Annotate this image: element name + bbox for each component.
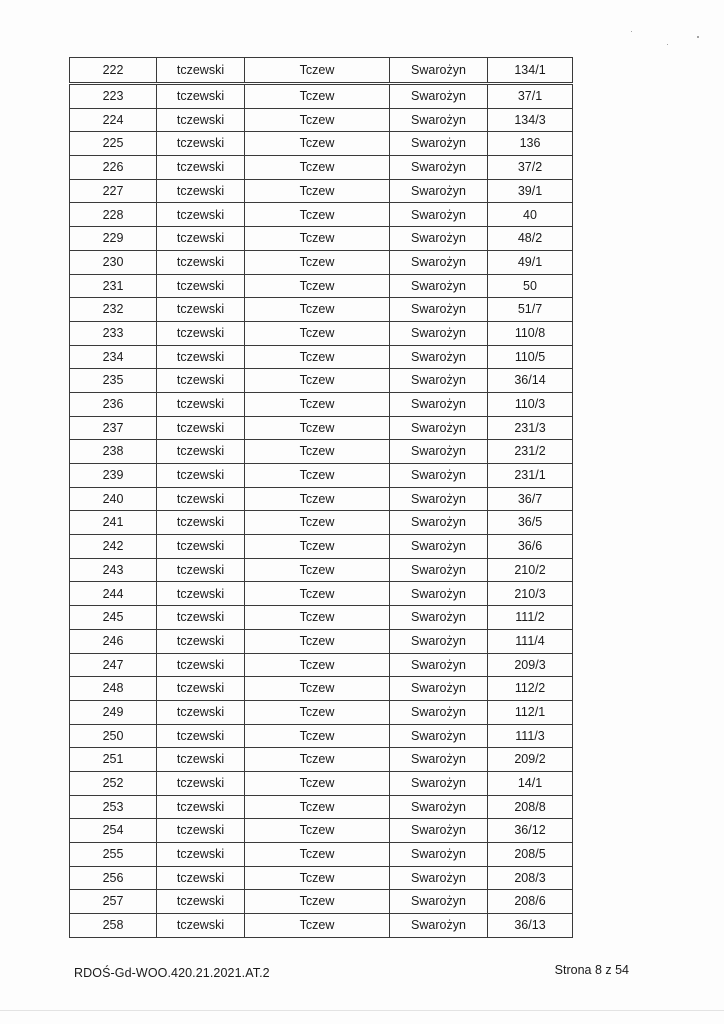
row-number-cell: 248 (70, 677, 157, 701)
parcel-number-cell: 208/3 (488, 866, 573, 890)
municipality-cell: Tczew (245, 440, 390, 464)
parcel-number-cell: 231/1 (488, 464, 573, 488)
precinct-cell: Swarożyn (390, 250, 488, 274)
table-row (70, 227, 573, 251)
row-number-cell: 235 (70, 369, 157, 393)
municipality-cell: Tczew (245, 558, 390, 582)
municipality-cell: Tczew (245, 345, 390, 369)
parcel-number-cell: 49/1 (488, 250, 573, 274)
county-cell: tczewski (157, 771, 245, 795)
precinct-cell: Swarożyn (390, 677, 488, 701)
table-row (70, 108, 573, 132)
scan-speck (697, 36, 699, 38)
table-row (70, 250, 573, 274)
parcel-number-cell: 210/2 (488, 558, 573, 582)
county-cell: tczewski (157, 606, 245, 630)
parcel-number-cell: 111/4 (488, 629, 573, 653)
parcel-number-cell: 231/3 (488, 416, 573, 440)
row-number-cell: 229 (70, 227, 157, 251)
precinct-cell: Swarożyn (390, 843, 488, 867)
parcel-number-cell: 134/1 (488, 58, 573, 84)
precinct-cell: Swarożyn (390, 890, 488, 914)
table-row (70, 392, 573, 416)
parcel-number-cell: 50 (488, 274, 573, 298)
table-row (70, 795, 573, 819)
municipality-cell: Tczew (245, 274, 390, 298)
table-row (70, 203, 573, 227)
municipality-cell: Tczew (245, 653, 390, 677)
parcel-number-cell: 36/5 (488, 511, 573, 535)
row-number-cell: 241 (70, 511, 157, 535)
table-row (70, 724, 573, 748)
parcel-number-cell: 209/3 (488, 653, 573, 677)
parcel-number-cell: 210/3 (488, 582, 573, 606)
parcel-number-cell: 112/1 (488, 700, 573, 724)
precinct-cell: Swarożyn (390, 771, 488, 795)
row-number-cell: 254 (70, 819, 157, 843)
table-row (70, 890, 573, 914)
precinct-cell: Swarożyn (390, 819, 488, 843)
table-row (70, 369, 573, 393)
page-number: Strona 8 z 54 (554, 963, 629, 977)
county-cell: tczewski (157, 156, 245, 180)
table-row (70, 132, 573, 156)
county-cell: tczewski (157, 629, 245, 653)
municipality-cell: Tczew (245, 511, 390, 535)
table-row (70, 464, 573, 488)
row-number-cell: 232 (70, 298, 157, 322)
table-row (70, 298, 573, 322)
municipality-cell: Tczew (245, 203, 390, 227)
precinct-cell: Swarożyn (390, 392, 488, 416)
county-cell: tczewski (157, 653, 245, 677)
parcel-number-cell: 36/12 (488, 819, 573, 843)
municipality-cell: Tczew (245, 369, 390, 393)
county-cell: tczewski (157, 795, 245, 819)
municipality-cell: Tczew (245, 487, 390, 511)
municipality-cell: Tczew (245, 748, 390, 772)
parcel-number-cell: 208/8 (488, 795, 573, 819)
county-cell: tczewski (157, 914, 245, 938)
precinct-cell: Swarożyn (390, 179, 488, 203)
parcel-number-cell: 111/2 (488, 606, 573, 630)
county-cell: tczewski (157, 227, 245, 251)
county-cell: tczewski (157, 274, 245, 298)
precinct-cell: Swarożyn (390, 487, 488, 511)
row-number-cell: 237 (70, 416, 157, 440)
county-cell: tczewski (157, 392, 245, 416)
municipality-cell: Tczew (245, 819, 390, 843)
precinct-cell: Swarożyn (390, 606, 488, 630)
row-number-cell: 240 (70, 487, 157, 511)
parcel-number-cell: 37/2 (488, 156, 573, 180)
municipality-cell: Tczew (245, 700, 390, 724)
county-cell: tczewski (157, 487, 245, 511)
parcel-table (69, 57, 573, 938)
scan-edge-line (0, 1010, 724, 1011)
row-number-cell: 257 (70, 890, 157, 914)
municipality-cell: Tczew (245, 866, 390, 890)
row-number-cell: 255 (70, 843, 157, 867)
municipality-cell: Tczew (245, 250, 390, 274)
row-number-cell: 230 (70, 250, 157, 274)
parcel-number-cell: 37/1 (488, 84, 573, 109)
parcel-number-cell: 36/13 (488, 914, 573, 938)
precinct-cell: Swarożyn (390, 582, 488, 606)
table-row (70, 866, 573, 890)
scan-speck (667, 44, 668, 45)
precinct-cell: Swarożyn (390, 914, 488, 938)
county-cell: tczewski (157, 558, 245, 582)
county-cell: tczewski (157, 511, 245, 535)
table-row (70, 156, 573, 180)
county-cell: tczewski (157, 58, 245, 84)
parcel-number-cell: 110/5 (488, 345, 573, 369)
county-cell: tczewski (157, 582, 245, 606)
table-row (70, 582, 573, 606)
precinct-cell: Swarożyn (390, 156, 488, 180)
county-cell: tczewski (157, 890, 245, 914)
county-cell: tczewski (157, 535, 245, 559)
parcel-number-cell: 36/7 (488, 487, 573, 511)
row-number-cell: 258 (70, 914, 157, 938)
precinct-cell: Swarożyn (390, 866, 488, 890)
precinct-cell: Swarożyn (390, 321, 488, 345)
municipality-cell: Tczew (245, 132, 390, 156)
county-cell: tczewski (157, 298, 245, 322)
precinct-cell: Swarożyn (390, 535, 488, 559)
row-number-cell: 223 (70, 84, 157, 109)
county-cell: tczewski (157, 748, 245, 772)
row-number-cell: 224 (70, 108, 157, 132)
row-number-cell: 245 (70, 606, 157, 630)
parcel-number-cell: 208/6 (488, 890, 573, 914)
row-number-cell: 222 (70, 58, 157, 84)
precinct-cell: Swarożyn (390, 345, 488, 369)
precinct-cell: Swarożyn (390, 464, 488, 488)
precinct-cell: Swarożyn (390, 724, 488, 748)
precinct-cell: Swarożyn (390, 416, 488, 440)
municipality-cell: Tczew (245, 582, 390, 606)
municipality-cell: Tczew (245, 890, 390, 914)
table-row (70, 819, 573, 843)
table-row (70, 677, 573, 701)
table-row (70, 606, 573, 630)
row-number-cell: 247 (70, 653, 157, 677)
table-row (70, 914, 573, 938)
parcel-number-cell: 134/3 (488, 108, 573, 132)
precinct-cell: Swarożyn (390, 298, 488, 322)
parcel-table-body (70, 58, 573, 938)
county-cell: tczewski (157, 108, 245, 132)
municipality-cell: Tczew (245, 914, 390, 938)
row-number-cell: 256 (70, 866, 157, 890)
county-cell: tczewski (157, 866, 245, 890)
row-number-cell: 244 (70, 582, 157, 606)
precinct-cell: Swarożyn (390, 440, 488, 464)
table-row (70, 440, 573, 464)
parcel-number-cell: 36/14 (488, 369, 573, 393)
municipality-cell: Tczew (245, 108, 390, 132)
municipality-cell: Tczew (245, 795, 390, 819)
precinct-cell: Swarożyn (390, 558, 488, 582)
table-row (70, 416, 573, 440)
row-number-cell: 239 (70, 464, 157, 488)
county-cell: tczewski (157, 132, 245, 156)
county-cell: tczewski (157, 84, 245, 109)
row-number-cell: 251 (70, 748, 157, 772)
municipality-cell: Tczew (245, 629, 390, 653)
row-number-cell: 226 (70, 156, 157, 180)
municipality-cell: Tczew (245, 298, 390, 322)
municipality-cell: Tczew (245, 179, 390, 203)
county-cell: tczewski (157, 321, 245, 345)
parcel-number-cell: 39/1 (488, 179, 573, 203)
precinct-cell: Swarożyn (390, 511, 488, 535)
municipality-cell: Tczew (245, 227, 390, 251)
parcel-number-cell: 209/2 (488, 748, 573, 772)
precinct-cell: Swarożyn (390, 227, 488, 251)
county-cell: tczewski (157, 464, 245, 488)
table-row (70, 629, 573, 653)
precinct-cell: Swarożyn (390, 700, 488, 724)
county-cell: tczewski (157, 677, 245, 701)
municipality-cell: Tczew (245, 771, 390, 795)
precinct-cell: Swarożyn (390, 795, 488, 819)
row-number-cell: 250 (70, 724, 157, 748)
municipality-cell: Tczew (245, 392, 390, 416)
table-row (70, 345, 573, 369)
municipality-cell: Tczew (245, 84, 390, 109)
table-row (70, 274, 573, 298)
table-row (70, 58, 573, 84)
parcel-number-cell: 231/2 (488, 440, 573, 464)
county-cell: tczewski (157, 843, 245, 867)
table-row (70, 511, 573, 535)
table-row (70, 843, 573, 867)
precinct-cell: Swarożyn (390, 653, 488, 677)
county-cell: tczewski (157, 369, 245, 393)
row-number-cell: 234 (70, 345, 157, 369)
row-number-cell: 246 (70, 629, 157, 653)
county-cell: tczewski (157, 700, 245, 724)
row-number-cell: 253 (70, 795, 157, 819)
row-number-cell: 252 (70, 771, 157, 795)
precinct-cell: Swarożyn (390, 132, 488, 156)
table-row (70, 487, 573, 511)
precinct-cell: Swarożyn (390, 108, 488, 132)
document-reference: RDOŚ-Gd-WOO.420.21.2021.AT.2 (74, 966, 270, 980)
row-number-cell: 228 (70, 203, 157, 227)
county-cell: tczewski (157, 724, 245, 748)
table-row (70, 535, 573, 559)
municipality-cell: Tczew (245, 535, 390, 559)
municipality-cell: Tczew (245, 677, 390, 701)
county-cell: tczewski (157, 819, 245, 843)
table-row (70, 84, 573, 109)
precinct-cell: Swarożyn (390, 274, 488, 298)
row-number-cell: 227 (70, 179, 157, 203)
parcel-number-cell: 136 (488, 132, 573, 156)
precinct-cell: Swarożyn (390, 748, 488, 772)
table-row (70, 653, 573, 677)
county-cell: tczewski (157, 345, 245, 369)
county-cell: tczewski (157, 440, 245, 464)
row-number-cell: 225 (70, 132, 157, 156)
table-row (70, 321, 573, 345)
precinct-cell: Swarożyn (390, 203, 488, 227)
parcel-number-cell: 36/6 (488, 535, 573, 559)
parcel-number-cell: 111/3 (488, 724, 573, 748)
scan-speck (631, 31, 632, 32)
row-number-cell: 236 (70, 392, 157, 416)
precinct-cell: Swarożyn (390, 84, 488, 109)
municipality-cell: Tczew (245, 156, 390, 180)
table-row (70, 558, 573, 582)
parcel-number-cell: 110/3 (488, 392, 573, 416)
table-row (70, 700, 573, 724)
county-cell: tczewski (157, 250, 245, 274)
row-number-cell: 233 (70, 321, 157, 345)
municipality-cell: Tczew (245, 606, 390, 630)
row-number-cell: 249 (70, 700, 157, 724)
row-number-cell: 231 (70, 274, 157, 298)
precinct-cell: Swarożyn (390, 58, 488, 84)
row-number-cell: 238 (70, 440, 157, 464)
municipality-cell: Tczew (245, 724, 390, 748)
parcel-number-cell: 48/2 (488, 227, 573, 251)
table-row (70, 179, 573, 203)
table-row (70, 771, 573, 795)
row-number-cell: 243 (70, 558, 157, 582)
municipality-cell: Tczew (245, 843, 390, 867)
municipality-cell: Tczew (245, 416, 390, 440)
table-row (70, 748, 573, 772)
parcel-number-cell: 208/5 (488, 843, 573, 867)
municipality-cell: Tczew (245, 464, 390, 488)
parcel-number-cell: 51/7 (488, 298, 573, 322)
municipality-cell: Tczew (245, 321, 390, 345)
county-cell: tczewski (157, 179, 245, 203)
county-cell: tczewski (157, 203, 245, 227)
municipality-cell: Tczew (245, 58, 390, 84)
county-cell: tczewski (157, 416, 245, 440)
parcel-table-container (69, 57, 572, 938)
row-number-cell: 242 (70, 535, 157, 559)
parcel-number-cell: 14/1 (488, 771, 573, 795)
parcel-number-cell: 112/2 (488, 677, 573, 701)
precinct-cell: Swarożyn (390, 629, 488, 653)
parcel-number-cell: 40 (488, 203, 573, 227)
parcel-number-cell: 110/8 (488, 321, 573, 345)
precinct-cell: Swarożyn (390, 369, 488, 393)
